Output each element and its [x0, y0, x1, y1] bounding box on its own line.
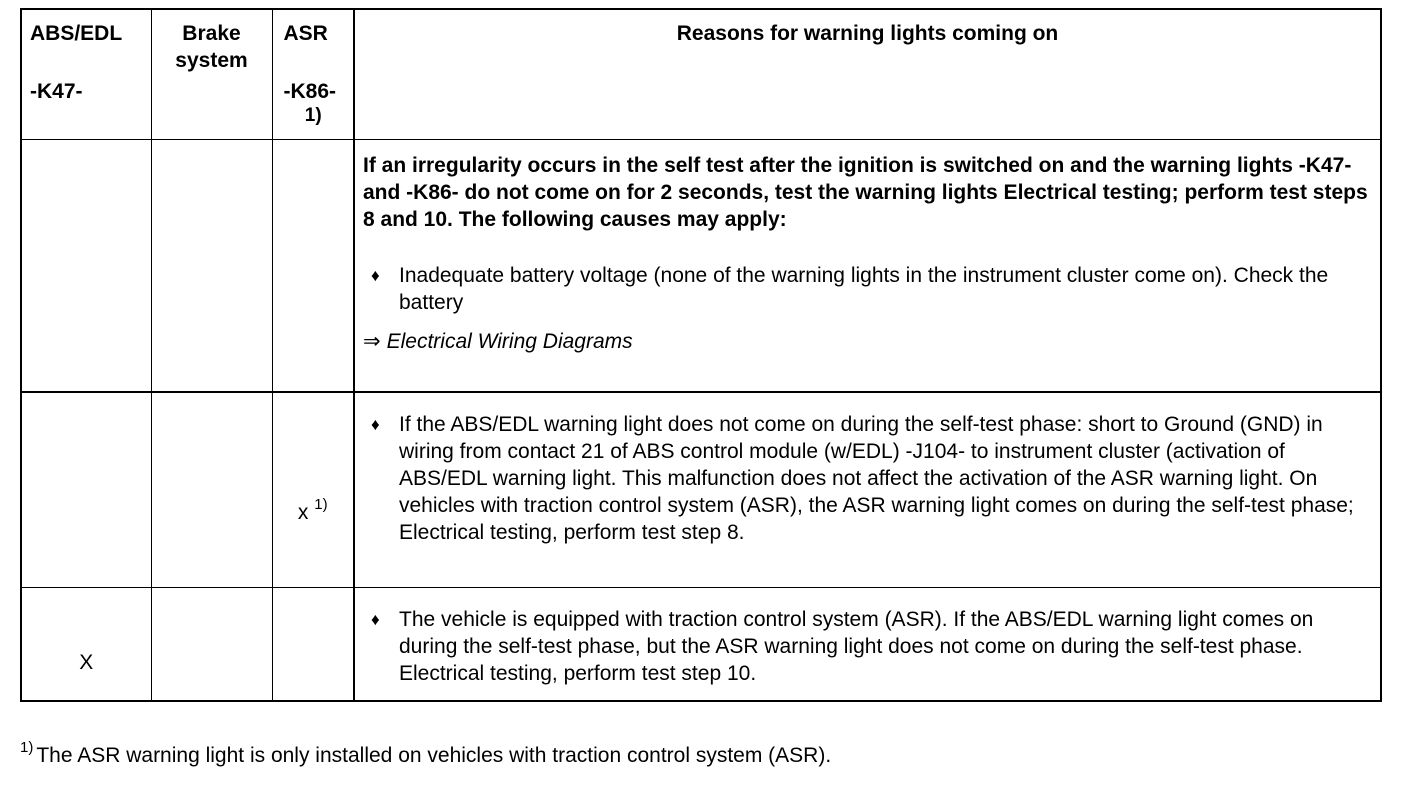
header-asr-footnote-ref: 1): [304, 105, 322, 126]
table-row: [21, 392, 1381, 588]
cell-abs: [21, 140, 151, 392]
cell-abs: X: [21, 588, 151, 701]
header-asr: [272, 9, 354, 140]
link-text: Electrical Wiring Diagrams: [386, 330, 633, 353]
diamond-bullet-icon: ♦: [371, 414, 380, 434]
cell-brake: [151, 392, 272, 588]
cell-asr: [272, 588, 354, 701]
header-brake-label: Brake: [182, 22, 241, 45]
cell-asr: [272, 140, 354, 392]
cell-brake: [151, 588, 272, 701]
wiring-diagrams-link[interactable]: [363, 328, 1372, 354]
intro-paragraph: If an irregularity occurs in the self test after the ignition is switched on and the warning lights -K47- and -K86- do not come on for 2 seconds, test the warning lights Electrical testing; perform test steps 8 and 10. The following causes may apply:: [363, 154, 1368, 231]
header-brake-system: [151, 9, 272, 140]
diamond-bullet-icon: ♦: [371, 266, 380, 285]
footnote-marker: 1): [20, 739, 34, 756]
list-item: [371, 606, 1372, 687]
table-row: [21, 140, 1381, 392]
header-asr-label: ASR: [283, 22, 328, 45]
header-abs-edl: [21, 9, 151, 140]
header-reasons: Reasons for warning lights coming on: [354, 9, 1381, 140]
asr-mark: x: [297, 501, 309, 525]
header-abs-label: ABS/EDL: [30, 22, 123, 45]
cell-reason: [354, 140, 1381, 392]
diamond-bullet-icon: ♦: [371, 610, 380, 629]
list-item: [371, 411, 1372, 546]
footnote-text: The ASR warning light is only installed on vehicles with traction control system (ASR).: [36, 744, 832, 767]
header-brake-label-2: system: [175, 49, 248, 72]
table-header-row: [21, 9, 1381, 140]
cell-reason: [354, 588, 1381, 701]
bullet-text: If the ABS/EDL warning light does not come on during the self-test phase: short to Ground (GND) in wiring from contact 21 of ABS control module (w/EDL) -J104- to instrument cluster (activation of ABS/EDL warning light. This malfunction does not affect the activation of the ASR warning light. On vehicles with traction control system (ASR), the ASR warning light comes on during the self-test phase; Electrical testing, perform test step 8.: [399, 412, 1354, 544]
bullet-text: Inadequate battery voltage (none of the warning lights in the instrument cluster come on). Check the battery: [399, 264, 1329, 314]
right-arrow-icon: ⇒: [363, 330, 381, 353]
asr-footnote-ref: 1): [314, 496, 328, 514]
warning-lights-table: [20, 8, 1382, 702]
cell-brake: [151, 140, 272, 392]
bullet-text: The vehicle is equipped with traction control system (ASR). If the ABS/EDL warning light comes on during the self-test phase, but the ASR warning light does not come on during the self-test phase. Electrical testing, perform test step 10.: [399, 608, 1314, 685]
header-abs-code: -K47-: [30, 80, 83, 103]
header-asr-code: -K86-: [283, 80, 337, 103]
cell-abs: [21, 392, 151, 588]
list-item: [371, 262, 1372, 316]
cell-reason: [354, 392, 1381, 588]
table-row: [21, 588, 1381, 701]
cell-asr: [272, 392, 354, 588]
footnote: [20, 736, 831, 769]
